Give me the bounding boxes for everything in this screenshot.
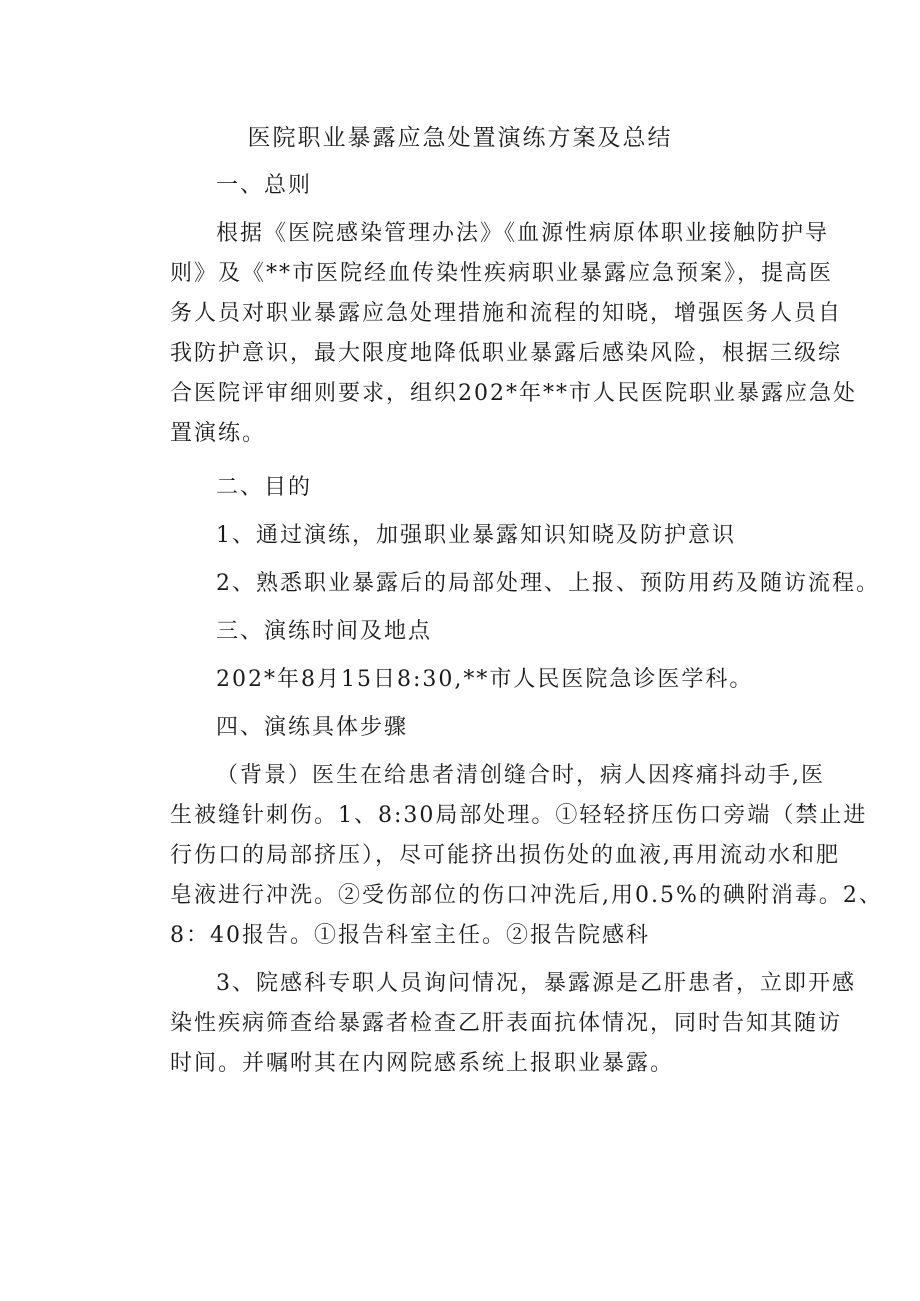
paragraph-line: 置演练。	[170, 421, 267, 446]
section-heading-purpose: 二、目的	[216, 475, 313, 500]
section-heading-general: 一、总则	[216, 173, 313, 198]
list-item: 1、通过演练，加强职业暴露知识知晓及防护意识	[216, 523, 736, 548]
paragraph-line: 行伤口的局部挤压），尽可能挤出损伤处的血液,再用流动水和肥	[170, 843, 840, 868]
document-title: 医院职业暴露应急处置演练方案及总结	[247, 125, 673, 151]
section-heading-steps: 四、演练具体步骤	[216, 715, 409, 740]
paragraph-line: 则》及《**市医院经血传染性疾病职业暴露应急预案》，提高医	[170, 261, 834, 286]
paragraph-line: 合医院评审细则要求，组织202*年**市人民医院职业暴露应急处	[170, 381, 857, 406]
paragraph-line: 8：40报告。①报告科室主任。②报告院感科	[170, 923, 650, 948]
paragraph-background	[170, 756, 883, 956]
paragraph-infection-control	[170, 964, 856, 1084]
paragraph-general	[170, 214, 857, 454]
time-place-detail: 202*年8月15日8:30,**市人民医院急诊医学科。	[216, 667, 754, 692]
paragraph-line: 3、院感科专职人员询问情况，暴露源是乙肝患者，立即开感	[216, 971, 856, 996]
list-item: 2、熟悉职业暴露后的局部处理、上报、预防用药及随访流程。	[216, 571, 880, 596]
paragraph-line: 根据《医院感染管理办法》《血源性病原体职业接触防护导	[216, 221, 830, 246]
paragraph-line: 皂液进行冲洗。②受伤部位的伤口冲洗后,用0.5%的碘附消毒。2、	[170, 883, 883, 908]
paragraph-line: 染性疾病筛查给暴露者检查乙肝表面抗体情况，同时告知其随访	[170, 1011, 843, 1036]
paragraph-line: 我防护意识，最大限度地降低职业暴露后感染风险，根据三级综	[170, 341, 843, 366]
document-body	[170, 166, 883, 1084]
paragraph-line: 务人员对职业暴露应急处理措施和流程的知晓，增强医务人员自	[170, 301, 843, 326]
paragraph-line: （背景）医生在给患者清创缝合时，病人因疼痛抖动手,医	[216, 763, 825, 788]
paragraph-line: 时间。并嘱咐其在内网院感系统上报职业暴露。	[170, 1051, 675, 1076]
paragraph-line: 生被缝针刺伤。1、8:30局部处理。①轻轻挤压伤口旁端（禁止进	[170, 803, 868, 828]
section-heading-time-place: 三、演练时间及地点	[216, 619, 433, 644]
